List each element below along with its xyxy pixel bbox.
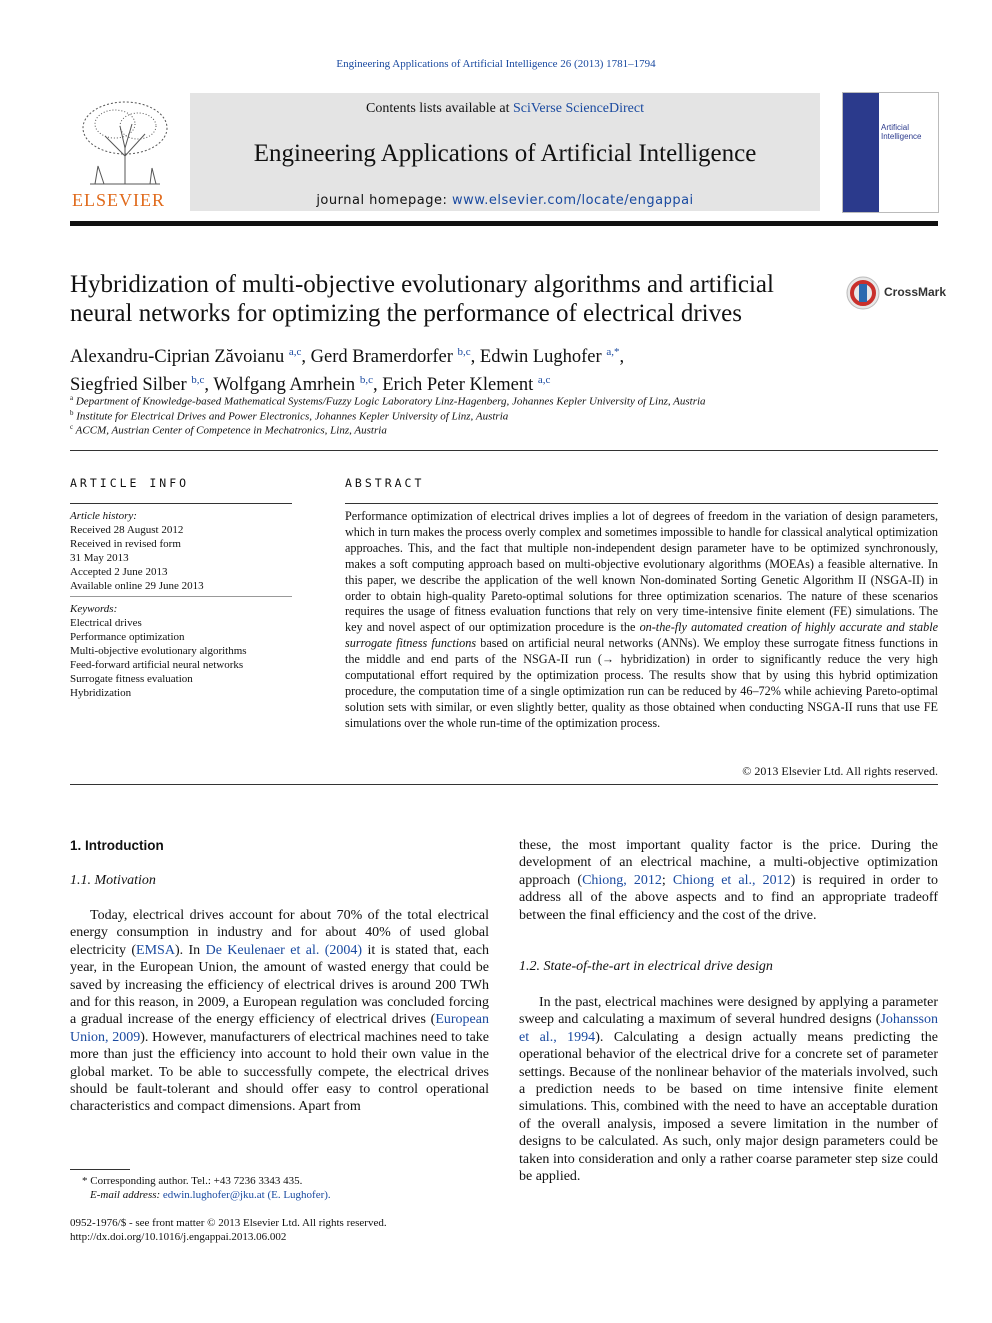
history-label: Article history: bbox=[70, 510, 137, 522]
author[interactable]: Siegfried Silber $^{b,c}$ bbox=[70, 374, 205, 396]
history-item: Received 28 August 2012 bbox=[70, 524, 184, 536]
paragraph-state-of-art: In the past, electrical machines were designed by applying a parameter sweep and calculating a maximum of several hundred designs (Johansson et al., 1994). Calculating a design actually means predicting the operational behavior of the electrical drive for a concrete set of parameter settings. Because of the nonlinear behavior of the materials involved, such a prediction needs to be based on time intensive finite element simulations. This, combined with the need to have an acceptable duration of the overall analysis, imposed a severe limitation in the number of designs to be calculated. As such, only major design parameters could be taken into consideration and only a rather coarse parameter step size could be applied. bbox=[519, 995, 938, 1185]
affiliation-a: $^a$ Department of Knowledge-based Mathematical Systems/Fuzzy Logic Laboratory Linz-Hagenberg, Johannes Kepler University of Linz, Austria bbox=[70, 394, 706, 408]
keyword: Multi-objective evolutionary algorithms bbox=[70, 645, 247, 657]
affiliation-c: $^c$ ACCM, Austrian Center of Competence in Mechatronics, Linz, Austria bbox=[70, 423, 387, 437]
author[interactable]: Erich Peter Klement $^{a,c}$ bbox=[382, 374, 551, 396]
email-link[interactable]: edwin.lughofer@jku.at (E. Lughofer). bbox=[162, 1189, 331, 1201]
homepage-prefix: journal homepage: bbox=[316, 193, 453, 208]
abstract-copyright: © 2013 Elsevier Ltd. All rights reserved. bbox=[742, 764, 938, 778]
issn-line: 0952-1976/$ - see front matter © 2013 Elsevier Ltd. All rights reserved. bbox=[70, 1217, 387, 1229]
crossmark-label: CrossMark bbox=[884, 285, 947, 299]
abstract-text: Performance optimization of electrical drives implies a lot of degrees of freedom in the variation of design parameters, which in turn makes the process overly complex and sometimes impossible to handle for classical analytical optimization approaches. This, and the fact that multiple non-independent design parameter have to be optimized synchronously, makes a soft computing approach based on multi-objective evolutionary algorithms (MOEAs) a feasible alternative. In this paper, we describe the application of the well known Non-dominated Sorting Genetic Algorithm II (NSGA-II) in order to obtain high-quality Pareto-optimal solutions for three optimization scenarios. The nature of these scenarios requires the usage of fitness evaluation functions that rely on very time-intensive finite element (FE) simulations. The key and novel aspect of our optimization procedure is the on-the-fly automated creation of highly accurate and stable surrogate fitness functions based on artificial neural networks (ANNs). We employ these surrogate fitness functions in the middle and end parts of the NSGA-II run (→ hybridization) in order to significantly reduce the very high computational effort required by the optimization process. The results show that by using this hybrid optimization procedure, the computation time of a single optimization run can be reduced by 46–72% while achieving Pareto-optimal solution sets with similar, or even slightly better, quality as those obtained when conducting NSGA-II runs that use FE simulations over the whole run-time of the optimization process. bbox=[345, 509, 938, 730]
history-item: Received in revised form bbox=[70, 538, 181, 550]
contents-line bbox=[190, 101, 820, 117]
section-heading-introduction: 1. Introduction bbox=[70, 838, 164, 853]
author[interactable]: Alexandru-Ciprian Zăvoianu $^{a,c}$ bbox=[70, 346, 302, 368]
article-info-heading: ARTICLE INFO bbox=[70, 476, 190, 490]
author[interactable]: Wolfgang Amrhein $^{b,c}$ bbox=[213, 374, 373, 396]
corresponding-author-note: * Corresponding author. Tel.: +43 7236 3343 435. bbox=[82, 1175, 303, 1187]
affiliation-rule bbox=[70, 450, 938, 451]
citation-link[interactable]: Chiong, 2012 bbox=[582, 872, 662, 888]
author-list: Alexandru-Ciprian Zăvoianu $^{a,c}$, Gerd Bramerdorfer $^{b,c}$, Edwin Lughofer $^{a,*}$, Siegfried Silber $^{b,c}$, Wolfgang Amrhein $^{b,c}$, Erich Peter Klement $^{a,c}$ bbox=[70, 346, 625, 396]
homepage-link[interactable]: www.elsevier.com/locate/engappai bbox=[452, 193, 694, 208]
abstract-heading: ABSTRACT bbox=[345, 476, 425, 490]
keyword: Hybridization bbox=[70, 687, 132, 699]
keyword: Performance optimization bbox=[70, 631, 185, 643]
title-line-1: Hybridization of multi-objective evolutionary algorithms and artificial bbox=[70, 271, 774, 298]
history-item: Accepted 2 June 2013 bbox=[70, 566, 168, 578]
keyword: Feed-forward artificial neural networks bbox=[70, 659, 244, 671]
keyword: Electrical drives bbox=[70, 617, 142, 629]
header-rule bbox=[70, 221, 938, 226]
doi-link[interactable]: http://dx.doi.org/10.1016/j.engappai.2013.06.002 bbox=[70, 1231, 287, 1243]
cover-title: Artificial Intelligence bbox=[881, 123, 922, 141]
homepage-line bbox=[190, 193, 820, 208]
sciencedirect-link[interactable]: SciVerse ScienceDirect bbox=[512, 101, 644, 116]
citation-link[interactable]: European Union, 2009 bbox=[70, 1012, 489, 1045]
subsection-heading-motivation: 1.1. Motivation bbox=[70, 873, 156, 888]
subsection-heading-state-of-art: 1.2. State-of-the-art in electrical drive design bbox=[519, 959, 773, 974]
contents-prefix: Contents lists available at bbox=[366, 101, 513, 116]
article-history bbox=[70, 509, 292, 593]
running-header[interactable]: Engineering Applications of Artificial Intelligence 26 (2013) 1781–1794 bbox=[336, 58, 656, 70]
history-item: Available online 29 June 2013 bbox=[70, 580, 204, 592]
keyword: Surrogate fitness evaluation bbox=[70, 673, 193, 685]
crossmark-badge[interactable] bbox=[846, 276, 947, 310]
article-info-rule bbox=[70, 503, 292, 504]
publisher-wordmark: ELSEVIER bbox=[72, 190, 165, 210]
affiliation-b: $^b$ Institute for Electrical Drives and Power Electronics, Johannes Kepler University of Linz, Austria bbox=[70, 409, 509, 423]
citation-link[interactable]: De Keulenaer et al. (2004) bbox=[205, 942, 363, 958]
citation-link[interactable]: EMSA bbox=[136, 942, 175, 958]
keywords-rule bbox=[70, 596, 292, 597]
journal-cover[interactable] bbox=[842, 92, 939, 213]
keywords-block bbox=[70, 602, 292, 700]
article-title bbox=[70, 270, 830, 328]
paragraph-motivation: Today, electrical drives account for about 70% of the total electrical energy consumption in industry and for about 40% of used global electricity (EMSA). In De Keulenaer et al. (2004) it is stated that, each year, in the European Union, the amount of wasted energy that could be saved by increasing the efficiency of electrical drives is around 200 TWh and for this reason, in 2009, a European regulation was concluded forcing a gradual increase of the energy efficiency of electrical drives (European Union, 2009). However, manufacturers of electrical machines need to take more than just the efficiency into account to hold their own value in the global market. To be able to successfully compete, the electrical drives should be fault-tolerant and should offer easy to control operational characteristics and compact dimensions. Apart from bbox=[70, 908, 490, 1115]
citation-link[interactable]: Johansson et al., 1994 bbox=[519, 1012, 938, 1045]
crossmark-icon bbox=[846, 276, 880, 310]
author[interactable]: Edwin Lughofer $^{a,*}$ bbox=[479, 346, 620, 368]
email-note: E-mail address: edwin.lughofer@jku.at (E. Lughofer). bbox=[90, 1189, 331, 1201]
abstract-bottom-rule bbox=[70, 784, 938, 785]
citation-link[interactable]: Chiong et al., 2012 bbox=[672, 872, 791, 888]
abstract-rule bbox=[345, 503, 938, 504]
title-line-2: neural networks for optimizing the performance of electrical drives bbox=[70, 300, 742, 327]
journal-name: Engineering Applications of Artificial Intelligence bbox=[253, 140, 757, 167]
author[interactable]: Gerd Bramerdorfer $^{b,c}$ bbox=[310, 346, 471, 368]
keywords-label: Keywords: bbox=[70, 603, 118, 615]
history-item: 31 May 2013 bbox=[70, 552, 129, 564]
paragraph-motivation-cont: these, the most important quality factor is the price. During the development of an electrical machine, a multi-objective optimization approach (Chiong, 2012; Chiong et al., 2012) is required in order to address all of the above aspects and to find an appropriate tradeoff between the final efficiency and the cost of the drive. bbox=[519, 838, 939, 923]
footnote-rule bbox=[70, 1169, 130, 1170]
